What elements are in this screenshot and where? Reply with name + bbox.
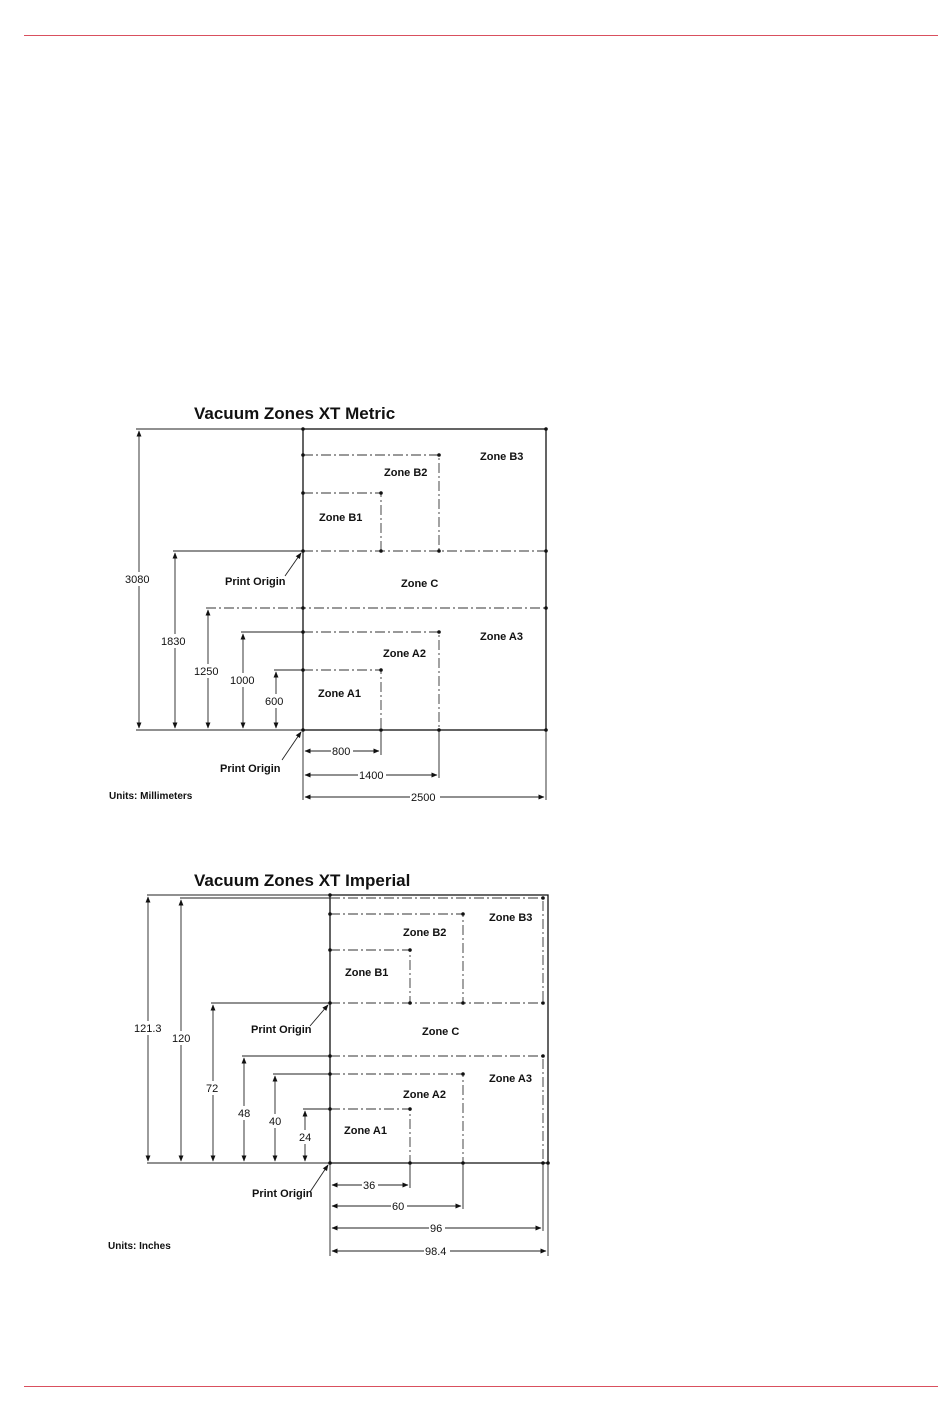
metric-zone-a3-label: Zone A3 [480, 631, 523, 643]
metric-dim-600: 600 [265, 696, 284, 708]
metric-zone-b2-label: Zone B2 [384, 467, 428, 479]
imperial-zone-a2-boundary [330, 1074, 463, 1163]
imperial-print-origin-upper-leader [310, 1005, 328, 1026]
imperial-zone-c-label: Zone C [422, 1026, 460, 1038]
imperial-dim-48: 48 [238, 1108, 251, 1120]
imperial-zone-a1-label: Zone A1 [344, 1125, 387, 1137]
imperial-dim-72: 72 [206, 1083, 219, 1095]
imperial-zone-a3-label: Zone A3 [489, 1073, 532, 1085]
imperial-dim-96: 96 [430, 1223, 443, 1235]
imperial-print-origin-lower-leader [310, 1165, 328, 1192]
metric-zone-b1-label: Zone B1 [319, 512, 363, 524]
imperial-dim-24: 24 [299, 1132, 312, 1144]
imperial-dim-98-4: 98.4 [425, 1246, 447, 1258]
imperial-zone-b1-label: Zone B1 [345, 967, 389, 979]
metric-zone-c-label: Zone C [401, 578, 439, 590]
imperial-zone-b2-label: Zone B2 [403, 927, 447, 939]
imperial-print-origin-lower: Print Origin [252, 1188, 313, 1200]
metric-print-origin-upper-leader [285, 553, 301, 576]
imperial-dim-40: 40 [269, 1116, 282, 1128]
metric-zone-a1-boundary [303, 670, 381, 730]
metric-zone-a1-label: Zone A1 [318, 688, 361, 700]
metric-title: Vacuum Zones XT Metric [194, 404, 396, 423]
metric-dim-1250: 1250 [194, 666, 219, 678]
metric-units-label: Units: Millimeters [109, 791, 193, 802]
imperial-dim-121-3: 121.3 [134, 1023, 162, 1035]
imperial-diagram [108, 871, 550, 1258]
metric-print-origin-upper: Print Origin [225, 576, 286, 588]
metric-diagram [109, 404, 548, 804]
imperial-units-label: Units: Inches [108, 1241, 171, 1252]
metric-dim-2500: 2500 [411, 792, 436, 804]
imperial-print-origin-upper: Print Origin [251, 1024, 312, 1036]
metric-dim-1000: 1000 [230, 675, 255, 687]
metric-zone-b3-label: Zone B3 [480, 451, 524, 463]
metric-zone-a2-boundary [303, 632, 439, 730]
metric-print-origin-lower-leader [282, 732, 301, 760]
imperial-dim-60: 60 [392, 1201, 405, 1213]
metric-zone-a2-label: Zone A2 [383, 648, 426, 660]
metric-print-origin-lower: Print Origin [220, 763, 281, 775]
imperial-title: Vacuum Zones XT Imperial [194, 871, 411, 890]
imperial-zone-a2-label: Zone A2 [403, 1089, 446, 1101]
metric-dim-1830: 1830 [161, 636, 186, 648]
imperial-dim-120: 120 [172, 1033, 191, 1045]
metric-dim-1400: 1400 [359, 770, 384, 782]
metric-dim-3080: 3080 [125, 574, 150, 586]
imperial-dim-36: 36 [363, 1180, 376, 1192]
imperial-zone-b3-label: Zone B3 [489, 912, 533, 924]
metric-dim-800: 800 [332, 746, 351, 758]
